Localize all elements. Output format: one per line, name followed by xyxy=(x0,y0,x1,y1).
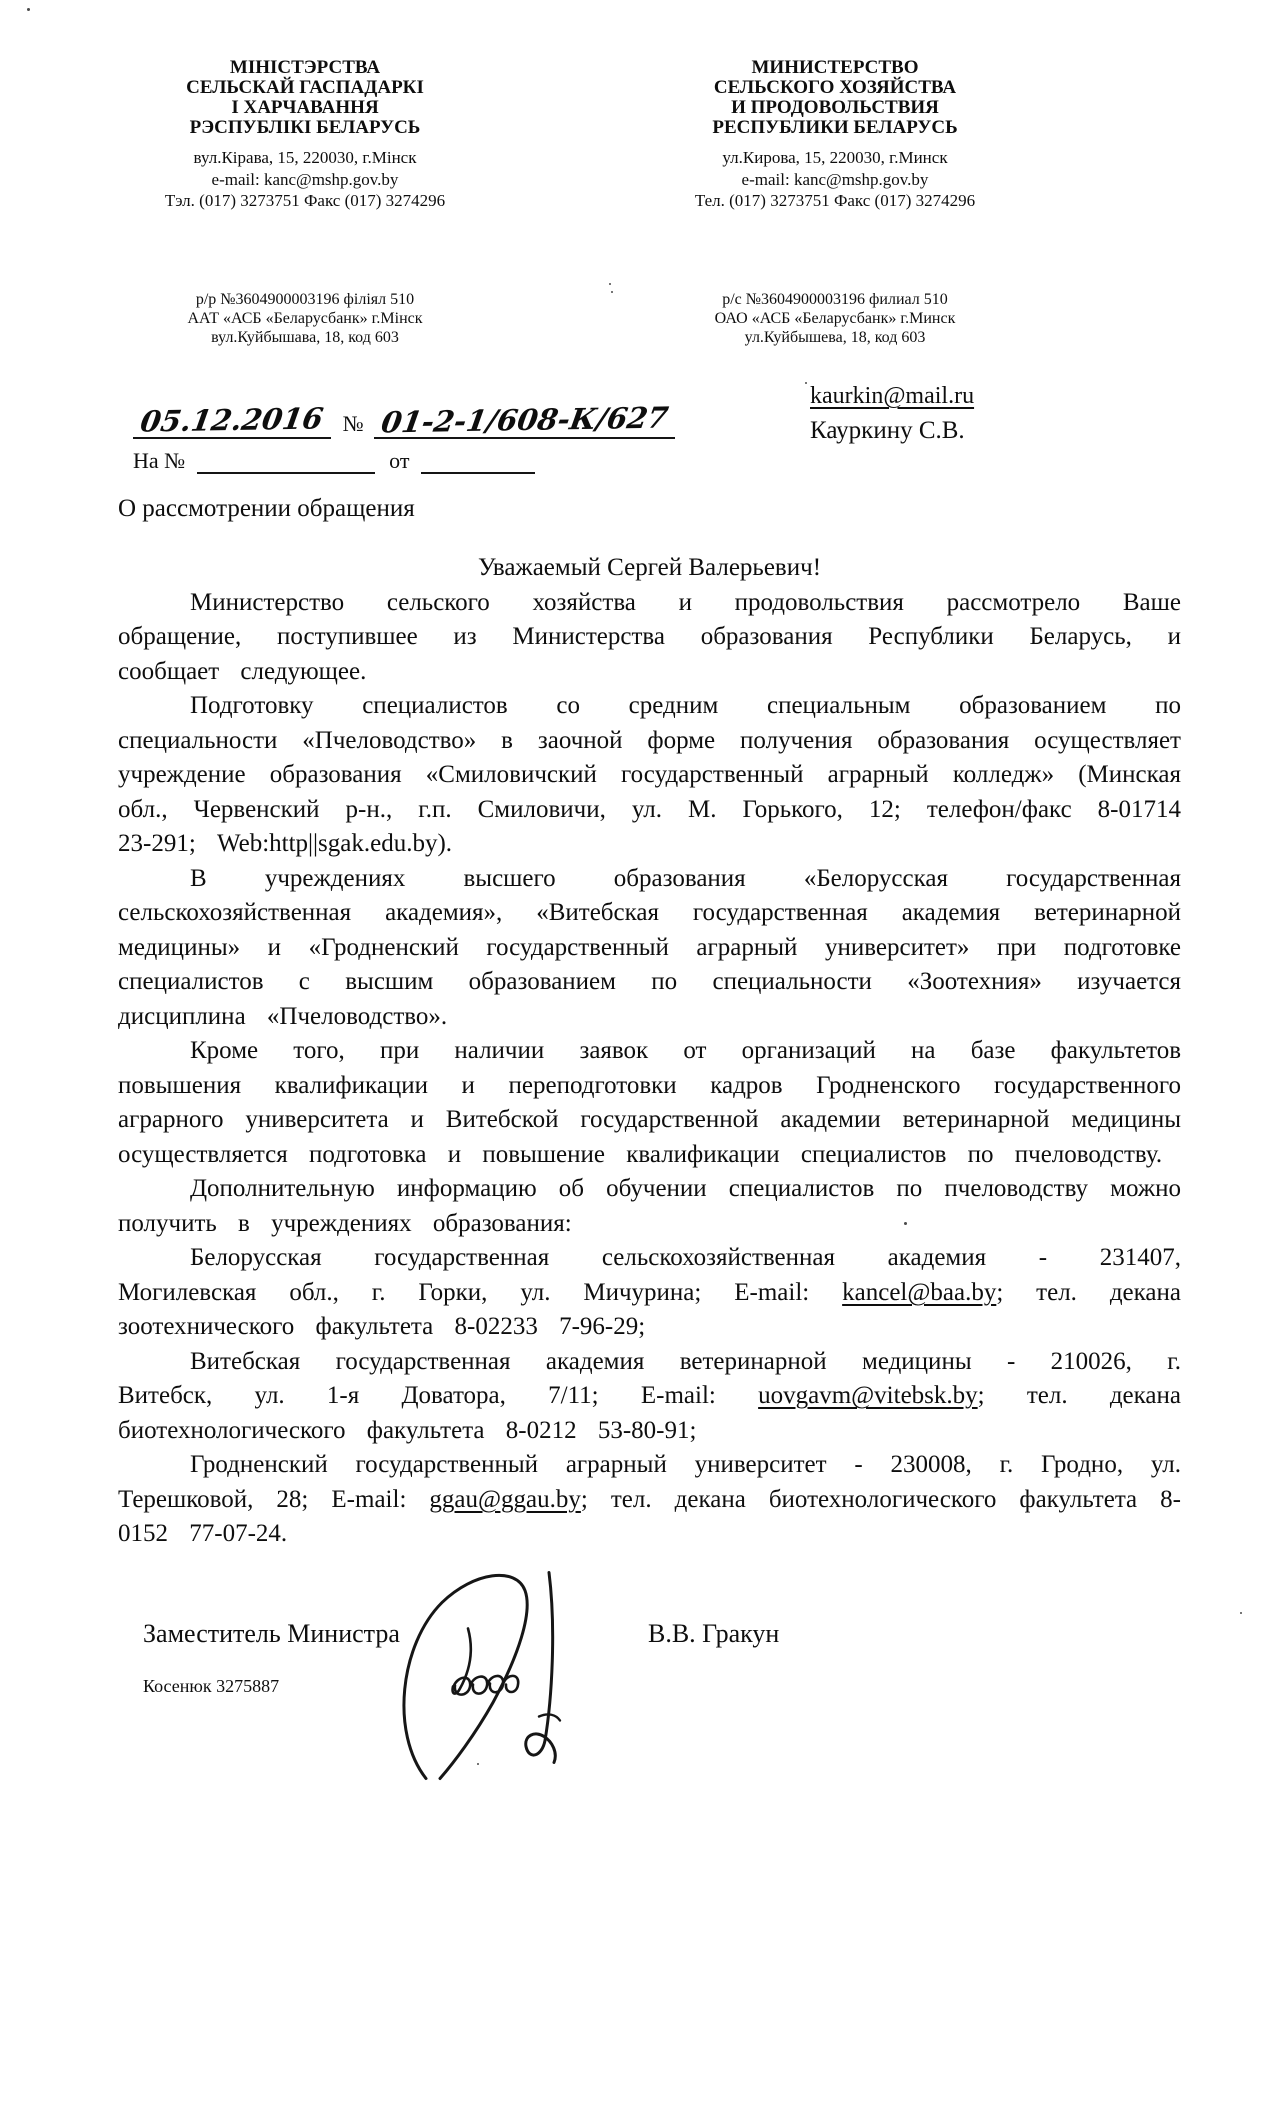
addressee-email: kaurkin@mail.ru xyxy=(810,383,975,409)
paragraph-text: Белорусская государственная сельскохозяйственная академия - 231407, Могилевская обл., г. Горки, ул. Мичурина; E-mail: xyxy=(118,1244,1181,1306)
org-name-line: РЭСПУБЛІКІ БЕЛАРУСЬ xyxy=(189,117,421,138)
paragraph-text: ; тел. декана биотехнологического факультета 8-0152 77-07-24. xyxy=(118,1485,1181,1547)
body-paragraph-1 xyxy=(118,586,1181,690)
letterhead-right xyxy=(650,58,1020,347)
org-name-line: СЕЛЬСКАЙ ГАСПАДАРКІ xyxy=(186,77,424,98)
address-block xyxy=(650,147,1020,212)
paragraph-text: В учреждениях высшего образования «Белорусская государственная сельскохозяйственная академия», «Витебская государственная академия ветеринарной медицины» и «Гродненский государственный аграрный университет» при подготовке специалистов с высшим образованием по специальности «Зоотехния» изучается дисциплина «Пчеловодство». xyxy=(118,864,1181,1030)
paragraph-text: Гродненский государственный аграрный университет - 230008, г. Гродно, ул. Терешковой, 28; E-mail: xyxy=(118,1451,1181,1513)
address-block xyxy=(126,147,484,212)
body-paragraph-2 xyxy=(118,689,1181,862)
reply-date-label: от xyxy=(389,448,410,473)
email-link: ggau@ggau.by xyxy=(429,1485,581,1513)
signature-title: Заместитель Министра xyxy=(143,1619,400,1648)
paragraph-text: Дополнительную информацию об обучении специалистов по пчеловодству можно получить в учреждениях образования: xyxy=(118,1175,1181,1237)
address-line: e-mail: kanc@mshp.gov.by xyxy=(741,169,929,189)
scan-speck xyxy=(609,283,611,285)
address-line: e-mail: kanc@mshp.gov.by xyxy=(211,169,399,189)
addressee-name: Кауркину С.В. xyxy=(810,417,965,444)
letterhead-left xyxy=(126,58,484,347)
scan-speck xyxy=(611,291,613,293)
bank-line: ул.Куйбышева, 18, код 603 xyxy=(744,328,926,346)
address-line: Тэл. (017) 3273751 Факс (017) 3274296 xyxy=(164,191,446,210)
email-link: kancel@baa.by xyxy=(842,1278,997,1306)
bank-line: ОАО «АСБ «Беларусбанк» г.Минск xyxy=(714,309,956,327)
org-name-line: МИНИСТЕРСТВО xyxy=(751,57,919,78)
signature-scribble-icon xyxy=(396,1566,578,1789)
reply-number-blank xyxy=(197,448,375,474)
body-paragraph-5 xyxy=(118,1172,1181,1241)
signer-name: В.В. Гракун xyxy=(648,1619,780,1648)
executor-note: Косенюк 3275887 xyxy=(143,1676,280,1696)
reply-date-blank xyxy=(421,448,535,474)
bank-line: р/с №3604900003196 филиал 510 xyxy=(722,290,948,308)
number-underline-slot xyxy=(374,400,675,440)
handwritten-date: 05.12.2016 xyxy=(138,401,326,439)
address-line: ул.Кирова, 15, 220030, г.Минск xyxy=(722,148,948,167)
scan-speck xyxy=(805,382,807,384)
paragraph-text: Министерство сельского хозяйства и продовольствия рассмотрело Ваше обращение, поступившее из Министерства образования Республики Беларусь, и сообщает следующее. xyxy=(118,588,1181,685)
paragraph-text: ; тел. декана биотехнологического факультета 8-0212 53-80-91; xyxy=(118,1382,1181,1444)
letter-body xyxy=(118,551,1181,1552)
body-paragraph-4 xyxy=(118,1034,1181,1172)
handwritten-number: 01-2-1/608-К/627 xyxy=(378,400,671,440)
org-name-line: МІНІСТЭРСТВА xyxy=(229,57,381,78)
scan-speck xyxy=(1240,1612,1242,1614)
body-paragraph-8 xyxy=(118,1448,1181,1552)
bank-details-block xyxy=(650,290,1020,347)
reference-block xyxy=(133,400,675,474)
paragraph-text: Витебская государственная академия ветеринарной медицины - 210026, г. Витебск, ул. 1-я Доватора, 7/11; E-mail: xyxy=(118,1347,1181,1409)
reply-reference-row xyxy=(133,448,675,474)
bank-line: вул.Куйбышава, 18, код 603 xyxy=(211,328,399,346)
scan-speck xyxy=(27,8,30,11)
salutation: Уважаемый Сергей Валерьевич! xyxy=(477,554,822,581)
reference-number-row xyxy=(133,400,675,440)
org-name-line: СЕЛЬСКОГО ХОЗЯЙСТВА xyxy=(713,77,957,98)
paragraph-text: ; тел. декана зоотехнического факультета 8-02233 7-96-29; xyxy=(118,1278,1181,1340)
addressee-block xyxy=(810,382,974,446)
address-line: Тел. (017) 3273751 Факс (017) 3274296 xyxy=(694,191,976,210)
body-paragraph-3 xyxy=(118,862,1181,1035)
body-paragraph-6 xyxy=(118,1241,1181,1345)
subject-line: О рассмотрении обращения xyxy=(118,495,415,522)
reply-number-label: На № xyxy=(133,448,186,473)
email-link: uovgavm@vitebsk.by xyxy=(758,1382,978,1409)
org-name-line: І ХАРЧАВАННЯ xyxy=(231,97,379,118)
body-paragraph-7 xyxy=(118,1345,1181,1449)
paragraph-text: Кроме того, при наличии заявок от организаций на базе факультетов повышения квалификации и переподготовки кадров Гродненского государственного аграрного университета и Витебской государственной академии ветеринарной медицины осуществляется подготовка и повышение квалификации специалистов по пчеловодству. xyxy=(118,1037,1181,1168)
address-line: вул.Кірава, 15, 220030, г.Мінск xyxy=(193,148,417,167)
bank-line: р/р №3604900003196 філіял 510 xyxy=(195,290,415,308)
paragraph-text: Подготовку специалистов со средним специальным образованием по специальности «Пчеловодство» в заочной форме получения образования осуществляет учреждение образования «Смиловичский государственный аграрный колледж» (Минская обл., Червенский р-н., г.п. Смиловичи, ул. М. Горького, 12; телефон/факс 8-01714 23-291; Web:http||sgak.edu.by). xyxy=(118,692,1181,857)
number-sign: № xyxy=(342,411,364,436)
org-name-line: И ПРОДОВОЛЬСТВИЯ xyxy=(731,97,939,118)
org-name-line: РЕСПУБЛИКИ БЕЛАРУСЬ xyxy=(712,117,958,138)
bank-details-block xyxy=(126,290,484,347)
bank-line: ААТ «АСБ «Беларусбанк» г.Мінск xyxy=(187,309,423,327)
date-underline-slot xyxy=(133,401,331,439)
